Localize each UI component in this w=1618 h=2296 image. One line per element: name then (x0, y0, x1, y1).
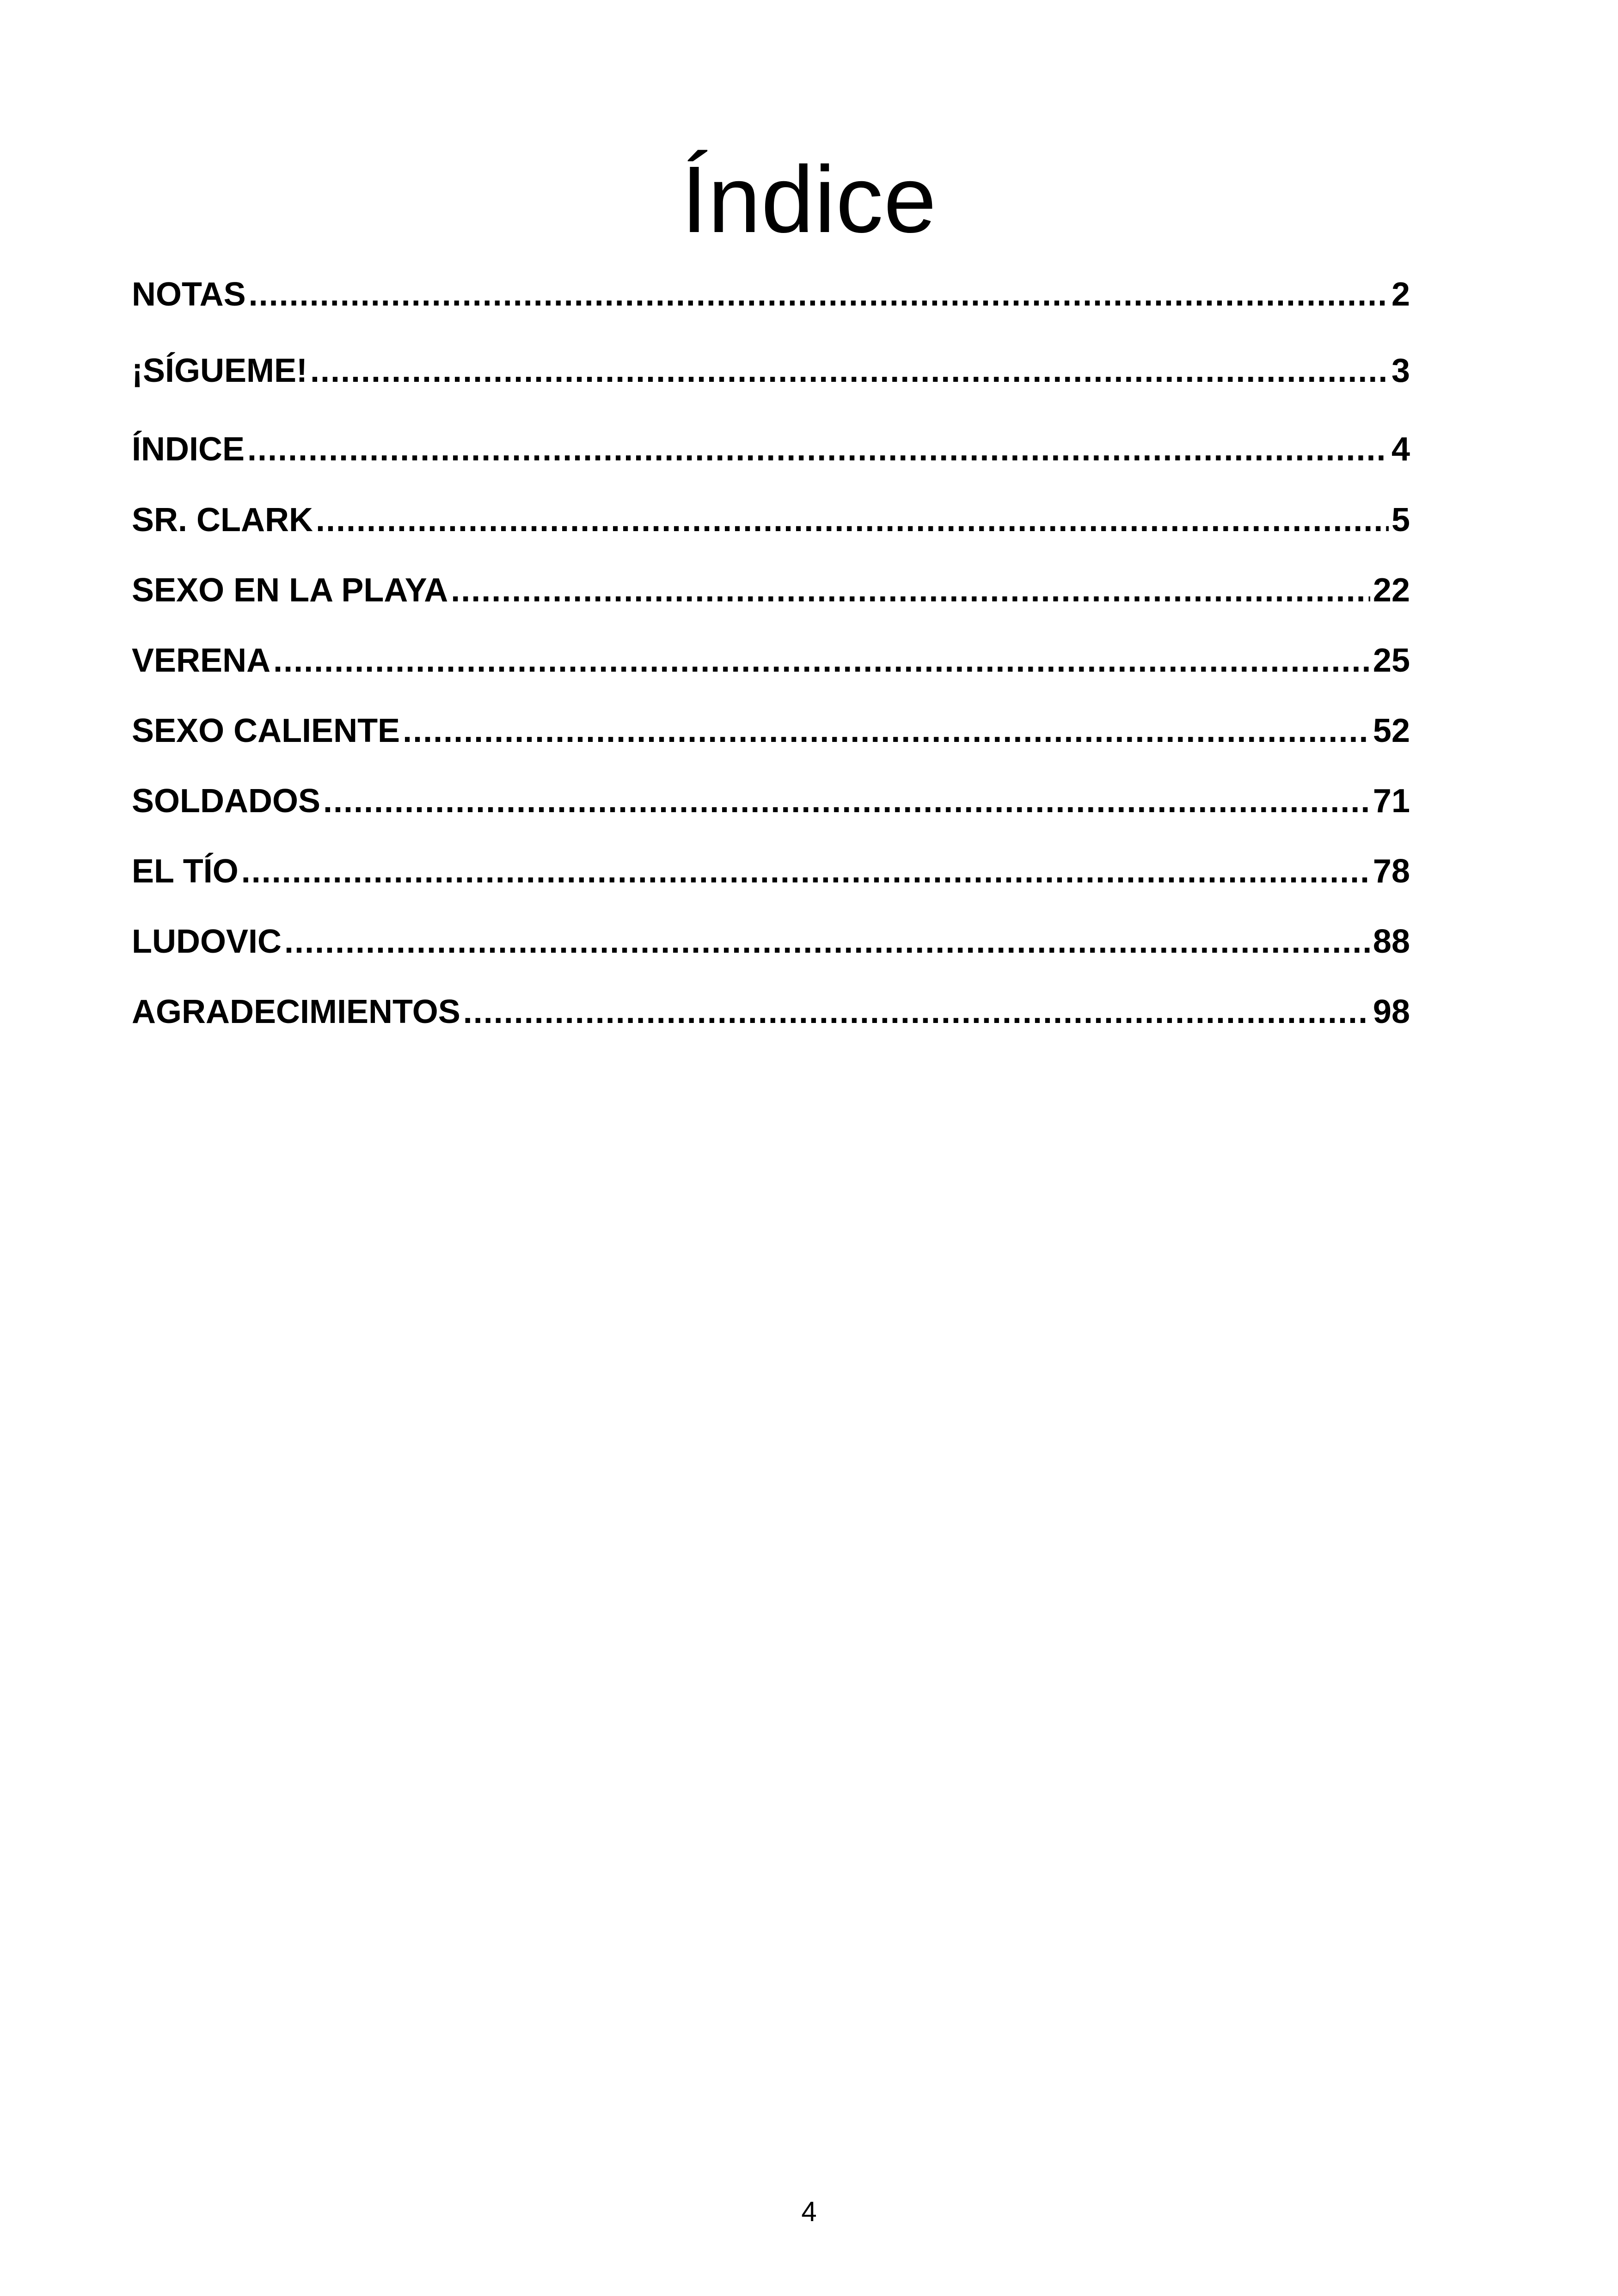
toc-entry-el-tio[interactable] (132, 850, 1410, 894)
toc-entry-sigueme[interactable] (132, 349, 1410, 393)
toc-entry-label: SOLDADOS (132, 783, 321, 820)
toc-dot-leader (451, 569, 1370, 612)
toc-entry-soldados[interactable] (132, 779, 1410, 823)
toc-dot-leader (273, 639, 1370, 683)
toc-dot-leader (247, 428, 1389, 471)
toc-entry-sr-clark[interactable] (132, 498, 1410, 542)
toc-entry-notas[interactable] (132, 273, 1410, 317)
toc-entry-page: 52 (1373, 712, 1410, 749)
toc-entry-page: 2 (1391, 276, 1410, 313)
toc-entry-page: 5 (1391, 502, 1410, 539)
toc-entry-page: 25 (1373, 642, 1410, 679)
toc-entry-label: LUDOVIC (132, 923, 282, 960)
toc-dot-leader (249, 273, 1389, 317)
toc-entry-sexo-caliente[interactable] (132, 709, 1410, 753)
toc-entry-page: 78 (1373, 853, 1410, 890)
toc-entry-label: SEXO EN LA PLAYA (132, 572, 448, 609)
toc-entry-label: AGRADECIMIENTOS (132, 993, 460, 1030)
toc-dot-leader (403, 709, 1370, 753)
toc-entry-ludovic[interactable] (132, 920, 1410, 964)
toc-entry-page: 88 (1373, 923, 1410, 960)
page-number: 4 (801, 2196, 817, 2227)
toc-dot-leader (463, 990, 1370, 1034)
toc-dot-leader (284, 920, 1370, 964)
toc-dot-leader (241, 850, 1370, 894)
toc-entry-indice[interactable] (132, 428, 1410, 471)
toc-entry-page: 71 (1373, 783, 1410, 820)
toc-entry-label: NOTAS (132, 276, 246, 313)
toc-entry-sexo-en-la-playa[interactable] (132, 569, 1410, 612)
toc-entry-label: SEXO CALIENTE (132, 712, 400, 749)
toc-dot-leader (316, 498, 1389, 542)
toc-entry-agradecimientos[interactable] (132, 990, 1410, 1034)
toc-dot-leader (323, 779, 1370, 823)
toc-entry-label: SR. CLARK (132, 502, 313, 539)
toc-entry-label: VERENA (132, 642, 271, 679)
toc-entry-page: 4 (1391, 431, 1410, 468)
toc-entry-label: EL TÍO (132, 853, 239, 890)
toc-entry-page: 3 (1391, 352, 1410, 389)
toc-entry-page: 22 (1373, 572, 1410, 609)
page-title: Índice (681, 147, 937, 253)
toc-entry-verena[interactable] (132, 639, 1410, 683)
toc-entry-label: ¡SÍGUEME! (132, 352, 308, 389)
toc-entry-page: 98 (1373, 993, 1410, 1030)
toc-dot-leader (310, 349, 1389, 393)
toc-entry-label: ÍNDICE (132, 431, 245, 468)
